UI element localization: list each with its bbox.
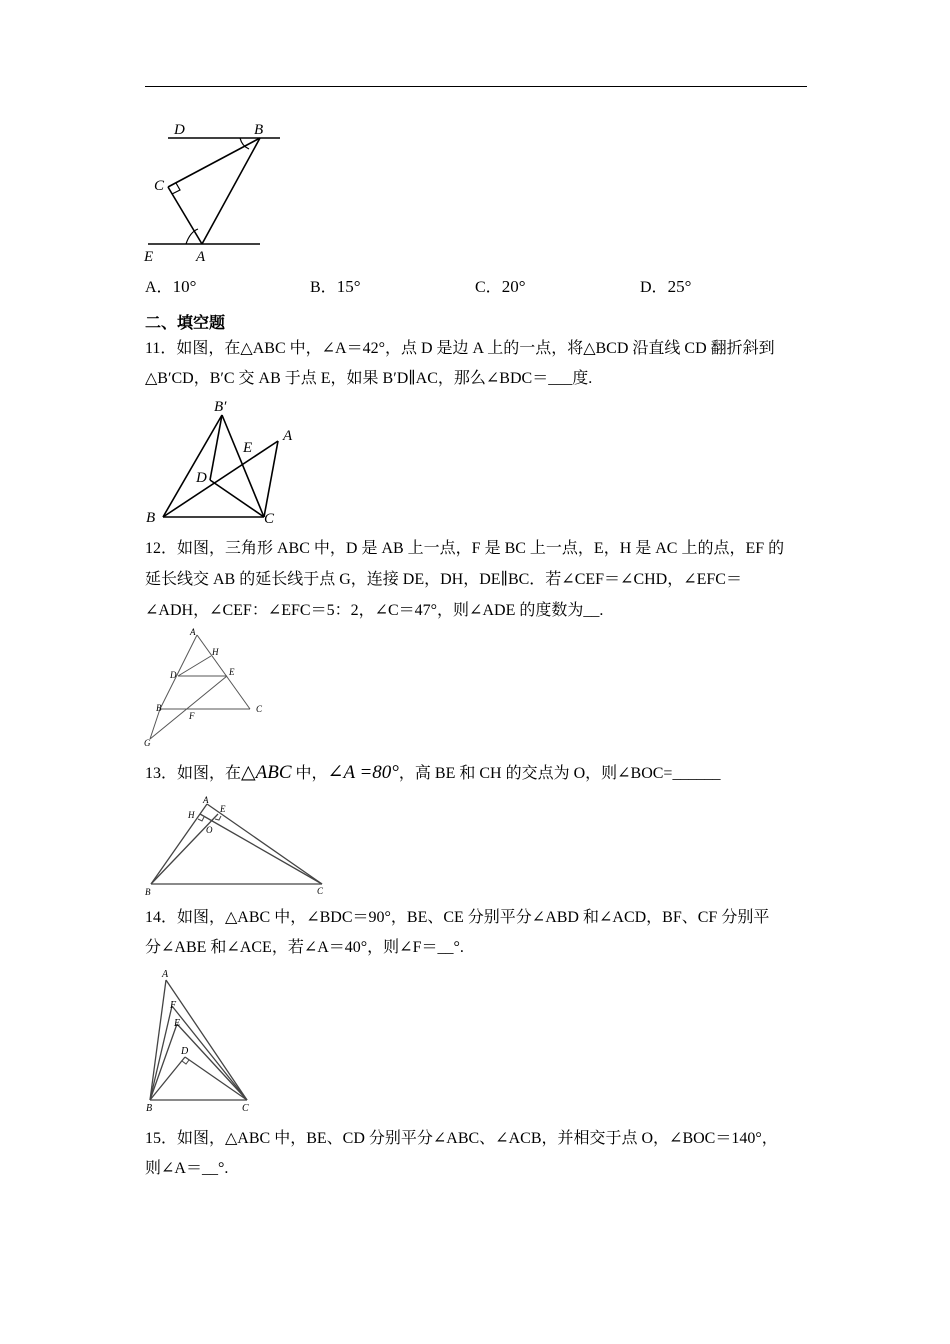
altitude-ch [200,814,322,884]
option-a-letter: A． [145,279,173,296]
q13-prefix: 13．如图，在 [145,765,242,782]
option-c-value: 20° [501,277,526,296]
segment-ab [160,635,197,709]
header-rule [145,86,807,87]
segment-be [150,1024,177,1100]
label-e: E [144,249,154,265]
label-b: B [156,703,162,713]
option-b-value: 15° [336,277,361,296]
option-d-letter: D． [640,279,668,296]
label-f: F [189,711,195,721]
label-b: B [145,887,151,897]
segment-eg [150,676,227,739]
segment-ca [264,441,278,517]
label-e: E [243,440,253,456]
segment-ba [163,441,278,517]
label-d: D [174,122,185,138]
segment-dh [178,656,211,676]
label-d: D [196,470,207,486]
label-b: B [146,1103,153,1114]
label-a: A [190,627,196,637]
label-h: H [188,810,195,820]
segment-dc [185,1057,247,1100]
label-a: A [162,969,169,980]
right-angle-d [182,1060,189,1064]
option-a[interactable] [145,274,196,297]
option-c-letter: C． [475,279,502,296]
q13-triangle: △ABC [241,762,292,783]
label-h: H [212,647,219,657]
label-bprime: B′ [214,399,227,415]
q12-line-2: 延长线交 AB 的延长线于点 G，连接 DE，DH，DE∥BC．若∠CEF＝∠CHD，∠EFC＝ [145,571,742,588]
figure-q13 [140,792,335,897]
option-d-value: 25° [667,277,692,296]
figure-q11 [140,395,310,530]
q14-line-1: 14．如图，△ABC 中，∠BDC＝90°，BE、CE 分别平分∠ABD 和∠ACD，BF、CF 分别平 [145,909,770,926]
label-e: E [174,1018,181,1029]
label-e: E [229,667,235,677]
label-c: C [154,178,165,194]
option-b-letter: B． [310,279,337,296]
q15-line-1: 15．如图，△ABC 中，BE、CD 分别平分∠ABC、∠ACB，并相交于点 O，∠BOC＝140°， [145,1130,778,1147]
label-e: E [220,804,226,814]
option-b[interactable] [310,274,361,297]
label-a: A [283,428,293,444]
label-f: F [170,1000,177,1011]
figure-q12 [140,625,275,750]
q11-line-1: 11．如图，在△ABC 中，∠A＝42°，点 D 是边 A 上的一点，将△BCD 沿直线 CD 翻折斜到 [145,340,775,357]
segment-ac [166,980,247,1100]
q13-suffix: ，高 BE 和 CH 的交点为 O，则∠BOC=______ [398,765,721,782]
q12-line-3: ∠ADH，∠CEF：∠EFC＝5：2，∠C＝47°，则∠ADE 的度数为__. [145,602,604,619]
option-d[interactable] [640,274,691,297]
label-a: A [203,795,209,805]
segment-ac [207,804,322,884]
q15-line-2: 则∠A＝__°. [145,1160,229,1177]
label-b: B [146,510,156,526]
q14-line-2: 分∠ABE 和∠ACE，若∠A＝40°，则∠F＝__°. [145,939,464,956]
label-a: A [196,249,206,265]
segment-ac [197,635,250,709]
label-d: D [170,670,177,680]
label-o: O [206,825,213,835]
label-c: C [256,704,263,714]
option-c[interactable] [475,274,526,297]
figure-q10 [140,118,290,266]
q11-line-2: △B′CD，B′C 交 AB 于点 E，如果 B′D∥AC，那么∠BDC＝___度. [145,370,593,387]
section-title: 二、填空题 [145,313,226,332]
q13-line [145,761,720,786]
q13-mid: 中， [291,765,328,782]
label-c: C [264,511,275,527]
segment-ba [151,804,207,884]
q12-line-1: 12．如图，三角形 ABC 中，D 是 AB 上一点，F 是 BC 上一点，E，H 是 AC 上的点，EF 的 [145,540,785,557]
option-a-value: 10° [172,277,197,296]
label-g: G [144,738,151,748]
label-c: C [242,1103,249,1114]
label-d: D [181,1046,189,1057]
right-angle-h [198,817,204,821]
label-c: C [317,886,324,896]
q13-angle: ∠A =80° [327,762,399,783]
angle-arc-a [186,229,198,244]
figure-q14 [140,962,265,1117]
segment-ca [168,187,202,244]
label-b: B [254,122,264,138]
